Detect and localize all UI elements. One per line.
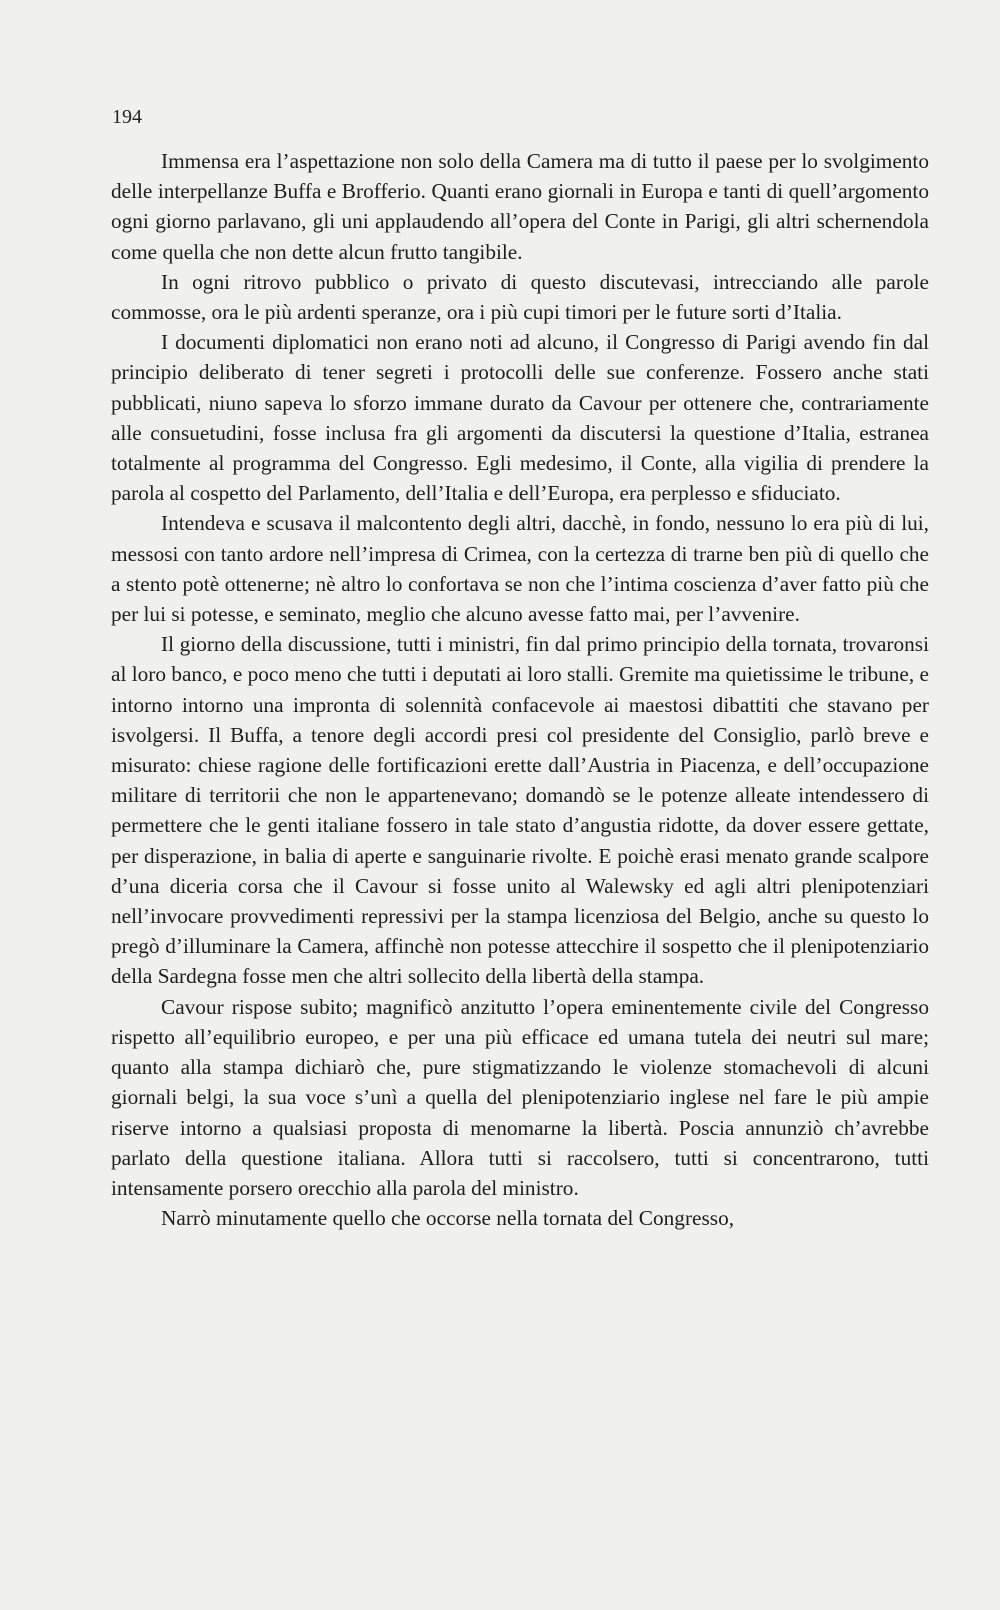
paragraph: Il giorno della discussione, tutti i ministri, fin dal primo principio della tornata, trovaronsi al loro banco, e poco meno che tutti i deputati ai loro stalli. Gremite ma quietissime le tribune, e intorno intorno una impronta di solennità confacevole ai maestosi dibattiti che stavano per isvolgersi. Il Buffa, a tenore degli accordi presi col presidente del Consiglio, parlò breve e misurato: chiese ragione delle fortificazioni erette dall’Austria in Piacenza, e dell’occupazione militare di territorii che non le appartenevano; domandò se le potenze alleate intendessero di permettere che le genti italiane fossero in tale stato d’angustia ridotte, da dover essere gettate, per disperazione, in balia di aperte e sanguinarie rivolte. E poichè erasi menato grande scalpore d’una diceria corsa che il Cavour si fosse unito al Walewsky ed agli altri plenipotenziari nell’invocare provvedimenti repressivi per la stampa licenziosa del Belgio, anche su questo lo pregò d’illuminare la Camera, affinchè non potesse attecchire il sospetto che il plenipotenziario della Sardegna fosse men che altri sollecito della libertà della stampa.	[111, 632, 929, 989]
page-number: 194	[112, 106, 142, 128]
body-text	[111, 146, 929, 1233]
paragraph: Immensa era l’aspettazione non solo della Camera ma di tutto il paese per lo svolgimento delle interpellanze Buffa e Brofferio. Quanti erano giornali in Europa e tanti di quell’argomento ogni giorno parlavano, gli uni applaudendo all’opera del Conte in Parigi, gli altri schernendola come quella che non dette alcun frutto tangibile.	[111, 149, 929, 264]
paragraph: In ogni ritrovo pubblico o privato di questo discutevasi, intrecciando alle parole commosse, ora le più ardenti speranze, ora i più cupi timori per le future sorti d’Italia.	[111, 269, 929, 325]
paragraph: Intendeva e scusava il malcontento degli altri, dacchè, in fondo, nessuno lo era più di lui, messosi con tanto ardore nell’impresa di Crimea, con la certezza di trarne ben più di quello che a stento potè ottenerne; nè altro lo confortava se non che l’intima coscienza d’aver fatto più che per lui si potesse, e seminato, meglio che alcuno avesse fatto mai, per l’avvenire.	[111, 511, 929, 627]
paragraph: Cavour rispose subito; magnificò anzitutto l’opera eminentemente civile del Congresso rispetto all’equilibrio europeo, e per una più efficace ed umana tutela dei neutri sul mare; quanto alla stampa dichiarò che, pure stigmatizzando le violenze stomachevoli di alcuni giornali belgi, la sua voce s’unì a quella del plenipotenziario inglese nel fare le più ampie riserve intorno a qualsiasi proposta di menomarne la libertà. Poscia annunziò ch’avrebbe parlato della questione italiana. Allora tutti si raccolsero, tutti si concentrarono, tutti intensamente porsero orecchio alla parola del ministro.	[111, 994, 929, 1200]
paragraph: Narrò minutamente quello che occorse nella tornata del Congresso,	[161, 1206, 735, 1231]
paragraph: I documenti diplomatici non erano noti ad alcuno, il Congresso di Parigi avendo fin dal principio deliberato di tener segreti i protocolli delle sue conferenze. Fossero anche stati pubblicati, niuno sapeva lo sforzo immane durato da Cavour per ottenere che, contrariamente alle consuetudini, fosse inclusa fra gli argomenti da discutersi la questione d’Italia, estranea totalmente al programma del Congresso. Egli medesimo, il Conte, alla vigilia di prendere la parola al cospetto del Parlamento, dell’Italia e dell’Europa, era perplesso e sfiduciato.	[111, 330, 929, 506]
